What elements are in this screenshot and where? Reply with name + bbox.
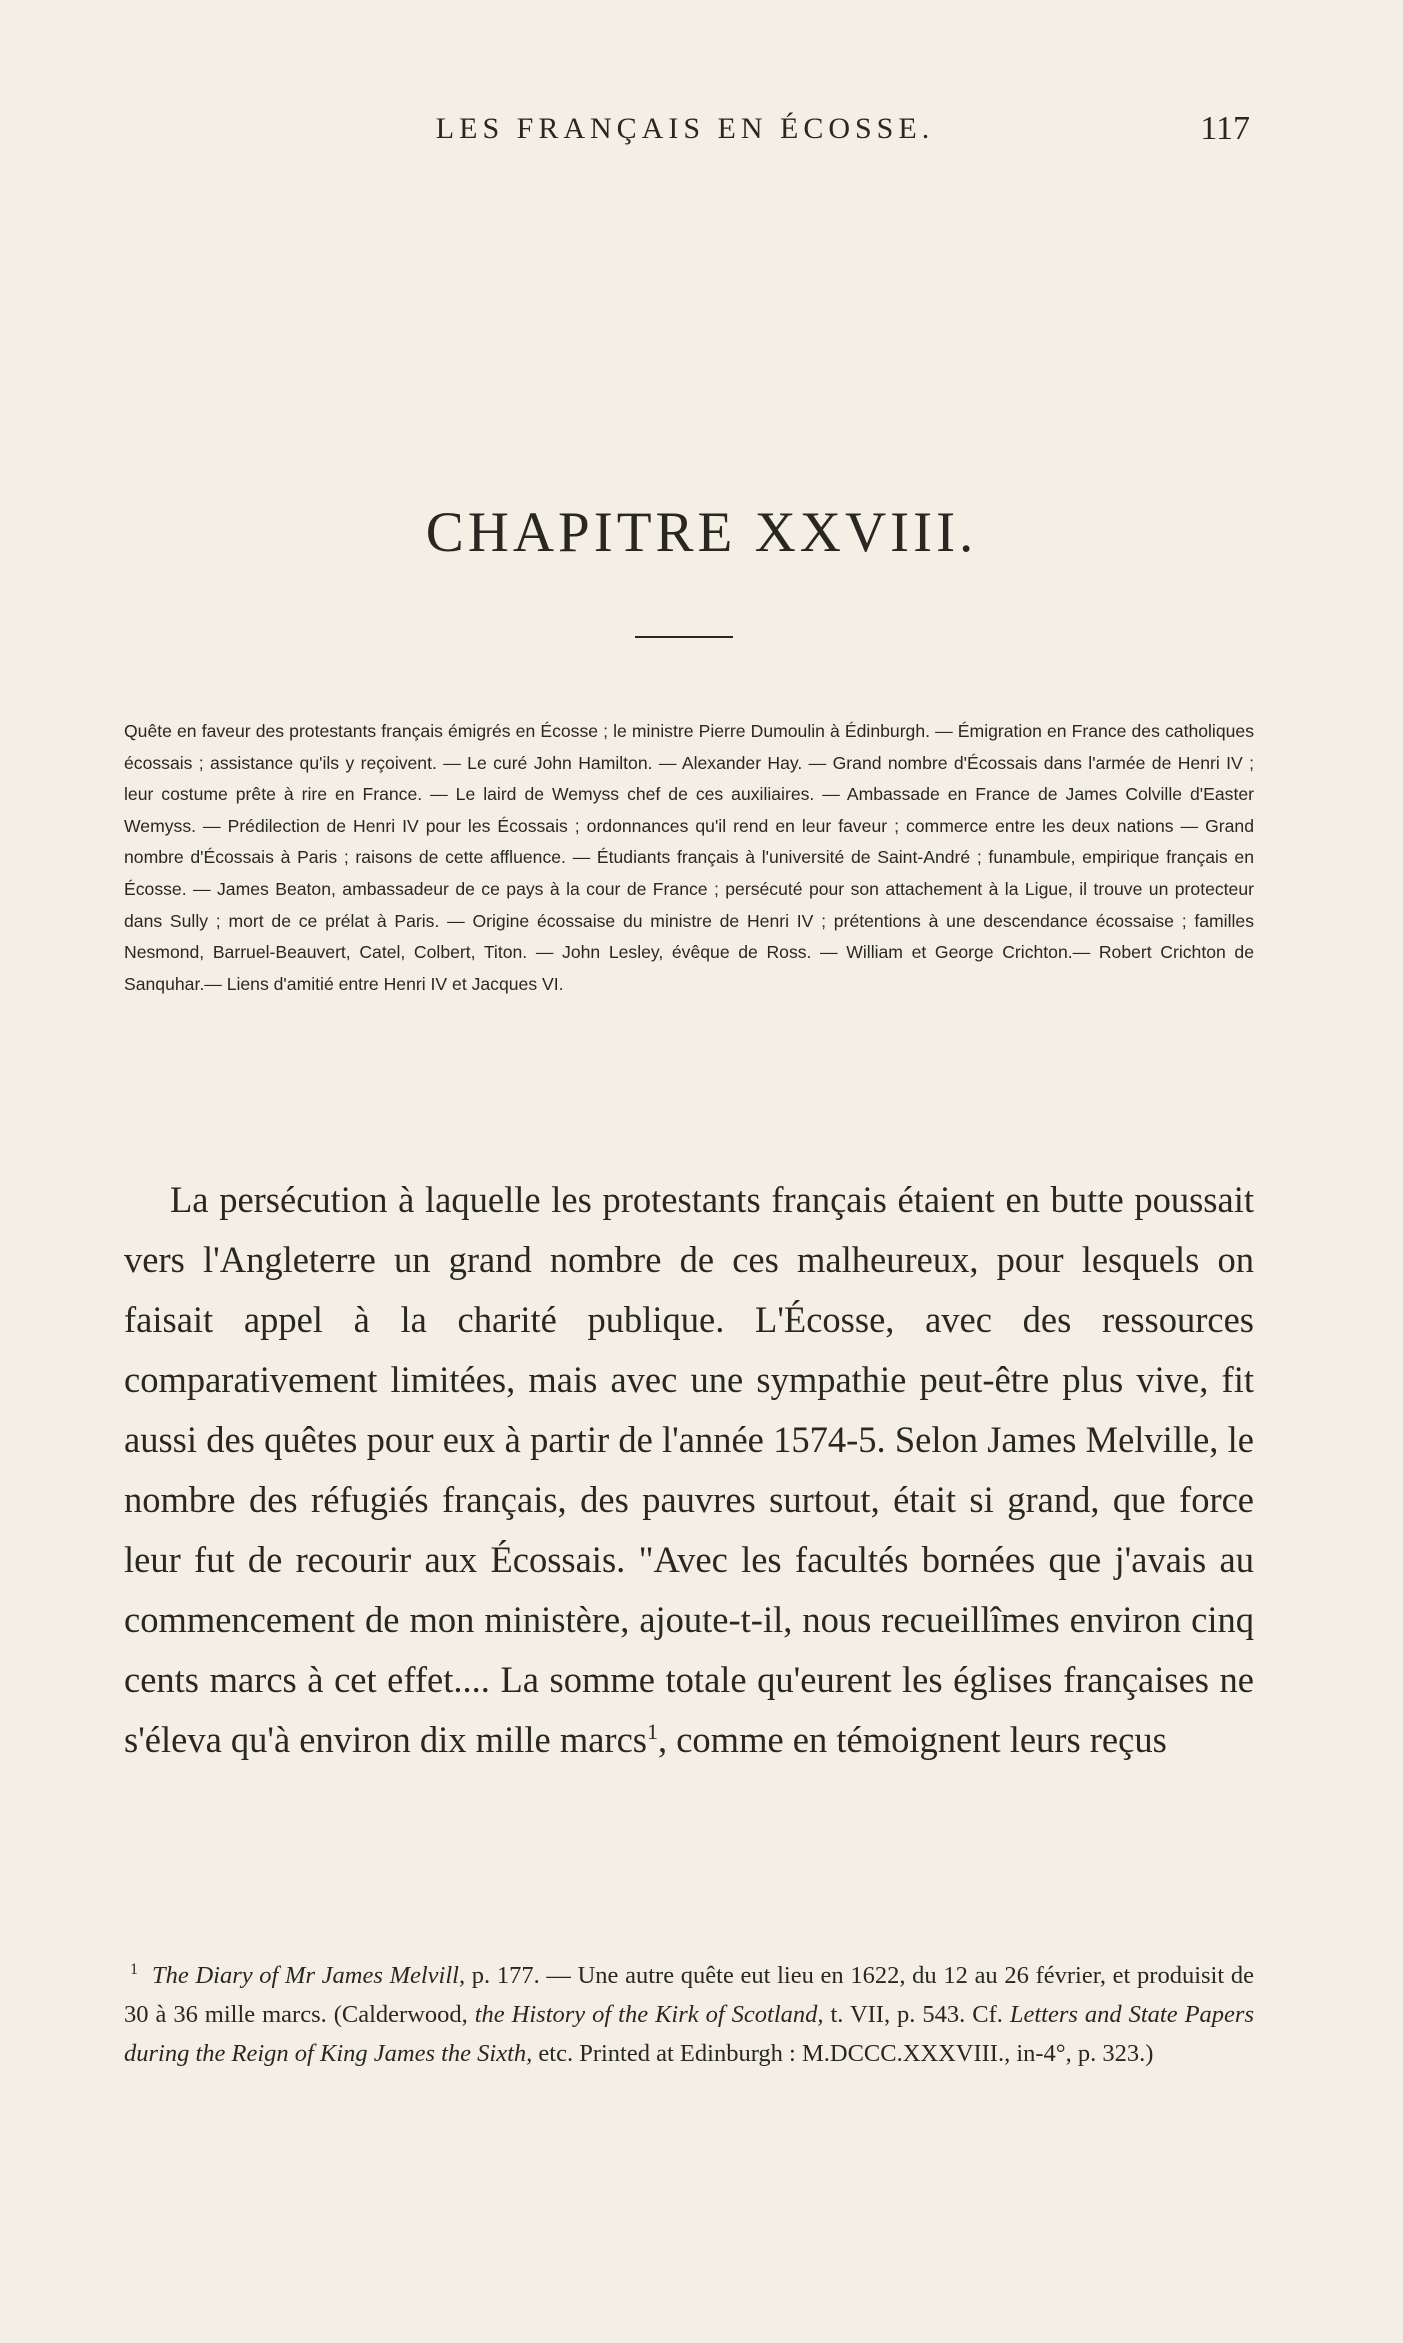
footnote-text-b: t. VII, p. 543. Cf. [823,2001,1010,2028]
body-paragraph [124,1170,1254,1770]
body-text-main: La persécution à laquelle les protestants français étaient en butte poussait vers l'Angleterre un grand nombre de ces malheureux, pour lesquels on faisait appel à la charité publique. L'Écosse, avec des ressources comparativement limitées, mais avec une sympathie peut-être plus vive, fit aussi des quêtes pour eux à partir de l'année 1574-5. Selon James Melville, le nombre des réfugiés français, des pauvres surtout, était si grand, que force leur fut de recourir aux Écossais. "Avec les facultés bornées que j'avais au commencement de mon ministère, ajoute-t-il, nous recueillîmes environ cinq cents marcs à cet effet.... La somme totale qu'eurent les églises françaises ne s'éleva qu'à environ dix mille marcs [124,1179,1254,1760]
footnote-work-title: the History of the Kirk of Scotland, [474,2001,824,2028]
chapter-title: CHAPITRE XXVIII. [425,501,978,564]
footnote-marker: 1 [130,1960,138,1978]
title-rule [635,636,733,638]
footnote-reference: 1 [646,1718,658,1744]
footnote [124,1956,1254,2073]
running-title: LES FRANÇAIS EN ÉCOSSE. [435,112,935,145]
chapter-summary: Quête en faveur des protestants français émigrés en Écosse ; le ministre Pierre Dumoulin à Édinburgh. — Émigration en France des catholiques écossais ; assistance qu'ils y reçoivent. — Le curé John Hamilton. — Alexander Hay. — Grand nombre d'Écossais dans l'armée de Henri IV ; leur costume prête à rire en France. — Le laird de Wemyss chef de ces auxiliaires. — Ambassade en France de James Colville d'Easter Wemyss. — Prédilection de Henri IV pour les Écossais ; ordonnances qu'il rend en leur faveur ; commerce entre les deux nations — Grand nombre d'Écossais à Paris ; raisons de cette affluence. — Étudiants français à l'université de Saint-André ; funambule, empirique français en Écosse. — James Beaton, ambassadeur de ce pays à la cour de France ; persécuté pour son attachement à la Ligue, il trouve un protecteur dans Sully ; mort de ce prélat à Paris. — Origine écossaise du ministre de Henri IV ; prétentions à une descendance écossaise ; familles Nesmond, Barruel-Beauvert, Catel, Colbert, Titon. — John Lesley, évêque de Ross. — William et George Crichton.— Robert Crichton de Sanquhar.— Liens d'amitié entre Henri IV et Jacques VI. [124,721,1254,994]
footnote-text-c: etc. Printed at Edinburgh : M.DCCC.XXXVIII., in-4°, p. 323.) [532,2040,1154,2067]
body-text-tail: , comme en témoignent leurs reçus [657,1719,1167,1760]
footnote-source-title: The Diary of Mr James Melvill, [152,1962,466,1989]
running-head [120,112,1250,152]
page-number: 117 [1200,110,1250,147]
footnote-letters-title: Letters and State Papers during the Reign of King James the Sixth, [124,2001,1254,2067]
footnote-text-a: p. 177. — Une autre quête eut lieu en 1622, du 12 au 26 février, et produisit de 30 à 36 mille marcs. (Calderwood, [124,1962,1254,2028]
